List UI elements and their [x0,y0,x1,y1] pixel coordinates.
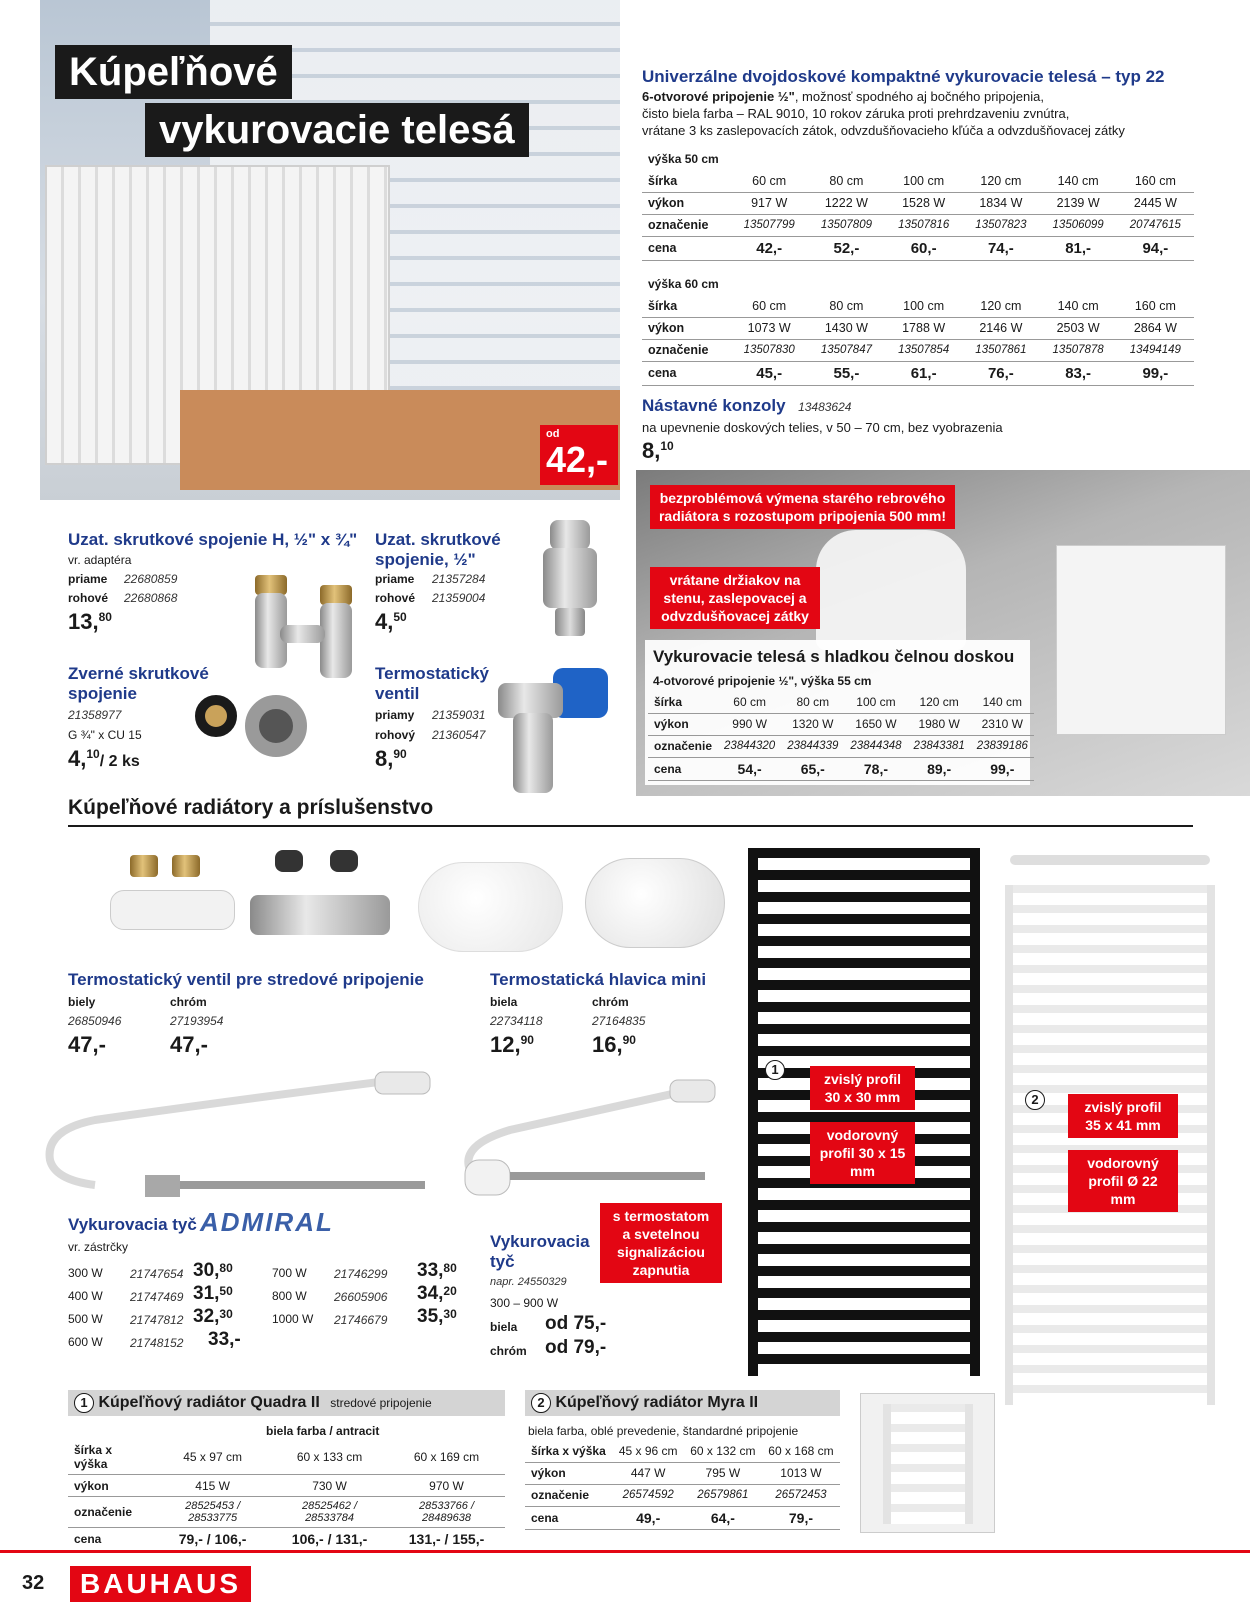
table-row: výkon 1073 W 1430 W 1788 W 2146 W 2503 W 2864 W [642,317,1194,339]
tyc2-badge: s termostatom a svetelnou signalizáciou zapnutia [600,1203,722,1283]
myra-num-marker: 2 [1025,1090,1045,1110]
quadra-radiator-image [748,848,980,1376]
myra-badge1: zvislý profil 35 x 41 mm [1068,1094,1178,1138]
termo-ventil-row2-label: rohový [375,728,416,742]
hladka-badge2: vrátane držiakov na stenu, zaslepovacej a odvzdušňovacej zátky [650,567,820,629]
tyc2-row2-label: chróm [490,1344,527,1358]
typ22-h50-label: výška 50 cm [648,152,719,166]
stredove-col1-label: biely [68,995,96,1009]
hladka-heading: Vykurovacie telesá s hladkou čelnou doskou [653,647,1015,666]
spojenie-half-title2: spojenie, ½" [375,550,476,569]
myra-badge2: vodorovný profil Ø 22 mm [1068,1150,1178,1212]
hlavica-title: Termostatická hlavica mini [490,970,707,989]
myra-radiator-image [1005,885,1215,1405]
flat-radiator-image [1056,545,1226,735]
quadra-suffix: stredové pripojenie [330,1396,432,1410]
table-row: výkon 415 W 730 W 970 W [68,1475,505,1497]
heating-rod-thermo-image [450,1060,725,1210]
myra-num: 2 [531,1393,551,1413]
stredove-col2-label: chróm [170,995,207,1009]
myra-small-photo [860,1393,995,1533]
typ22-desc3: vrátane 3 ks zaslepovacích zátok, odvzdušňovacieho kľúča a odvzdušňovacej zátky [642,123,1125,138]
konzoly-title: Nástavné konzoly [642,396,786,415]
typ22-desc1 [642,89,1044,104]
tyc2-row1-price: od 75,- [545,1313,607,1334]
compression-ring-image [195,695,237,737]
table-row: výkon 990 W 1320 W 1650 W 1980 W 2310 W [648,713,1034,735]
hladka-sub: 4-otvorové pripojenie ½", výška 55 cm [653,674,872,688]
spojenie-h-title: Uzat. skrutkové spojenie H, ½" x ¾" [68,530,358,549]
spojenie-h-price: 13,80 [68,609,112,634]
table-row: šírka x výška 45 x 97 cm 60 x 133 cm 60 x 169 cm [68,1440,505,1475]
hlavica-col1-price: 12,90 [490,1032,534,1057]
termo-ventil-row2-code: 21360547 [432,728,486,742]
myra-top-rail [1010,855,1210,865]
table-row: označenie 23844320 23844339 23844348 23843381 23839186 [648,735,1034,757]
table-row: cena 79,- / 106,- 106,- / 131,- 131,- / 155,- [68,1528,505,1551]
termo-ventil-row1-code: 21359031 [432,708,486,722]
typ22-h60-table [642,295,1194,386]
straight-valve-image [535,520,605,640]
table-row: výkon 917 W 1222 W 1528 W 1834 W 2139 W 2445 W [642,192,1194,214]
spojenie-half-title1: Uzat. skrutkové [375,530,501,549]
spojenie-half-row1-code: 21357284 [432,572,486,586]
table-row: šírka 60 cm 80 cm 100 cm 120 cm 140 cm [648,691,1034,713]
konzoly-desc: na upevnenie doskových telies, v 50 – 70 cm, bez vyobrazenia [642,420,1003,435]
spojenie-half-price: 4,50 [375,609,407,634]
table-row: označenie 13507799 13507809 13507816 13507823 13506099 20747615 [642,214,1194,236]
angle-valve-image [498,668,608,793]
admiral-title: Vykurovacia tyč [68,1215,197,1234]
footer-rule [0,1550,1250,1553]
heating-rod-admiral-image [35,1060,435,1210]
section2-title: Kúpeľňové radiátory a príslušenstvo [68,796,434,819]
spojenie-half-row2-code: 21359004 [432,591,486,605]
table-row: označenie 26574592 26579861 26572453 [525,1484,840,1506]
stredove-col1-code: 26850946 [68,1014,122,1028]
hladka-table [648,691,1034,781]
hero-price-badge [540,425,618,485]
spojenie-half-row2-label: rohové [375,591,416,605]
table-row: cena 45,- 55,- 61,- 76,- 83,- 99,- [642,361,1194,385]
spojenie-h-sub: vr. adaptéra [68,553,132,567]
thermo-head-white-image [418,862,563,952]
table-row: šírka 60 cm 80 cm 100 cm 120 cm 140 cm 160 cm [642,170,1194,192]
hlavica-col1-code: 22734118 [490,1014,543,1028]
zverne-spec: G ¾" x CU 15 [68,728,142,742]
quadra-title: Kúpeľňový radiátor Quadra II [98,1394,320,1411]
admiral-sub: vr. zástrčky [68,1240,129,1254]
page-number: 32 [22,1572,45,1594]
quadra-header [68,1390,505,1416]
stredove-title: Termostatický ventil pre stredové pripojenie [68,970,424,989]
konzoly-price: 8,10 [642,438,674,463]
tyc2-title2: tyč [490,1252,515,1271]
tyc2-code: napr. 24550329 [490,1276,567,1288]
hero-price-value: 42,- [546,439,609,480]
table-row: označenie 13507830 13507847 13507854 13507861 13507878 13494149 [642,339,1194,361]
spojenie-h-row1-code: 22680859 [124,572,178,586]
typ22-desc2: čisto biela farba – RAL 9010, 10 rokov záruka proti prehrdzaveniu zvnútra, [642,106,1070,121]
myra-header [525,1390,840,1416]
hlavica-col2-price: 16,90 [592,1032,636,1057]
bauhaus-logo [70,1566,251,1602]
admiral-right-list [272,1262,462,1331]
typ22-h50-table [642,170,1194,261]
tyc2-title1: Vykurovacia [490,1232,590,1251]
h-fitting-image [245,575,365,685]
admiral-brand-logo: ADMIRAL [200,1207,334,1237]
typ22-heading: Univerzálne dvojdoskové kompaktné vykurovacie telesá – typ 22 [642,67,1165,86]
list-item: 800 W 26605906 34,20 [272,1283,457,1304]
spojenie-half-row1-label: priame [375,572,415,586]
spojenie-h-row2-label: rohové [68,591,109,605]
stredove-col2-price: 47,- [170,1032,208,1057]
quadra-num: 1 [74,1393,94,1413]
table-row: cena 54,- 65,- 78,- 89,- 99,- [648,757,1034,780]
list-item: 700 W 21746299 33,80 [272,1260,457,1281]
list-item: 600 W 21748152 33,- [68,1329,241,1350]
termo-ventil-title2: ventil [375,684,420,703]
compression-nut-image [245,695,307,757]
tyc2-row2-price: od 79,- [545,1337,607,1358]
termo-ventil-title1: Termostatický [375,664,490,683]
typ22-desc-rest: , možnosť spodného aj bočného pripojenia, [794,89,1044,104]
spojenie-h-row2-code: 22680868 [124,591,178,605]
stredove-col1-price: 47,- [68,1032,106,1057]
table-row: šírka x výška 45 x 96 cm 60 x 132 cm 60 x 168 cm [525,1440,840,1462]
hero-price-prefix: od [546,428,560,440]
stredove-col2-code: 27193954 [170,1014,224,1028]
zverne-title1: Zverné skrutkové [68,664,209,683]
tyc2-range: 300 – 900 W [490,1296,559,1310]
typ22-h60-label: výška 60 cm [648,277,719,291]
quadra-badge1: zvislý profil 30 x 30 mm [810,1066,915,1110]
zverne-title2: spojenie [68,684,137,703]
table-row: označenie 28525453 / 28533775 28525462 / 28533784 28533766 / 28489638 [68,1497,505,1528]
admiral-left-list [68,1262,248,1354]
table-row: cena 49,- 64,- 79,- [525,1506,840,1529]
chair-image [816,530,966,650]
myra-table [525,1440,840,1530]
list-item: 500 W 21747812 32,30 [68,1306,233,1327]
bauhaus-logo-text: BAUHAUS [80,1568,241,1599]
typ22-desc-bold: 6-otvorové pripojenie ½" [642,89,795,104]
spojenie-h-row1-label: priame [68,572,108,586]
title-line2: vykurovacie telesá [145,103,529,157]
hlavica-col2-label: chróm [592,995,629,1009]
quadra-badge2: vodorovný profil 30 x 15 mm [810,1122,915,1184]
zverne-price: 4,10/ 2 ks [68,746,140,771]
myra-title: Kúpeľňový radiátor Myra II [555,1394,759,1411]
hlavica-col1-label: biela [490,995,518,1009]
hlavica-col2-code: 27164835 [592,1014,646,1028]
termo-ventil-row1-label: priamy [375,708,415,722]
table-row: šírka 60 cm 80 cm 100 cm 120 cm 140 cm 160 cm [642,295,1194,317]
center-valve-white-image [110,855,235,940]
section2-rule [68,825,1193,827]
zverne-code: 21358977 [68,708,122,722]
table-row: výkon 447 W 795 W 1013 W [525,1462,840,1484]
thermo-head-chrome-image [585,858,725,948]
title-line1: Kúpeľňové [55,45,292,99]
tyc2-row1-label: biela [490,1320,518,1334]
hladka-badge1: bezproblémová výmena starého rebrového radiátora s rozostupom pripojenia 500 mm! [650,485,955,529]
quadra-color: biela farba / antracit [266,1424,380,1438]
konzoly-heading [642,396,851,416]
konzoly-code: 13483624 [798,400,852,414]
quadra-table [68,1440,505,1551]
termo-ventil-price: 8,90 [375,746,407,771]
list-item: 400 W 21747469 31,50 [68,1283,233,1304]
list-item: 300 W 21747654 30,80 [68,1260,233,1281]
center-valve-chrome-image [250,850,390,950]
table-row: cena 42,- 52,- 60,- 74,- 81,- 94,- [642,236,1194,260]
list-item: 1000 W 21746679 35,30 [272,1306,457,1327]
myra-color: biela farba, oblé prevedenie, štandardné pripojenie [528,1424,799,1438]
quadra-num-marker: 1 [765,1060,785,1080]
